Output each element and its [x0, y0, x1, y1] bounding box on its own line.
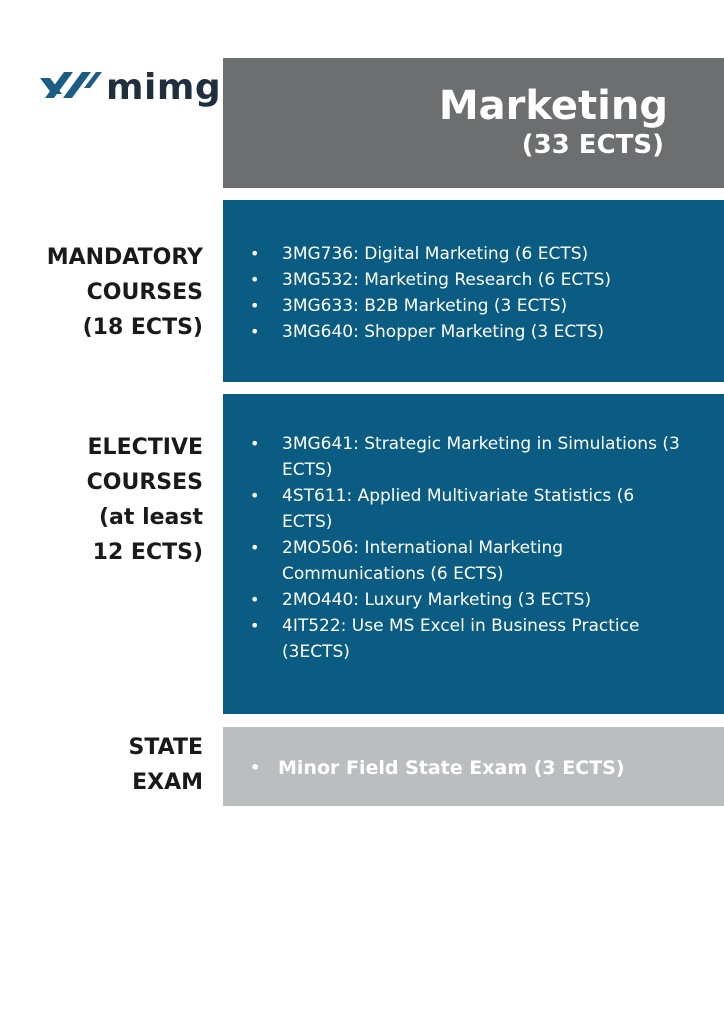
label-line: MANDATORY — [46, 245, 203, 270]
label-line: 12 ECTS) — [92, 540, 203, 565]
list-item: • 2MO440: Luxury Marketing (3 ECTS) — [223, 587, 724, 613]
label-line: EXAM — [132, 770, 203, 795]
mandatory-courses-box — [223, 200, 724, 382]
state-exam-box — [223, 727, 724, 806]
state-exam-list — [223, 727, 724, 782]
list-item: • 3MG633: B2B Marketing (3 ECTS) — [223, 293, 724, 319]
program-credits: (33 ECTS) — [521, 130, 664, 160]
list-item: • Minor Field State Exam (3 ECTS) — [223, 754, 724, 782]
mimg-logo — [40, 66, 222, 116]
state-exam-label — [0, 730, 203, 800]
elective-courses-label — [0, 430, 203, 570]
list-item: • 4ST611: Applied Multivariate Statistics (6 ECTS) — [223, 483, 724, 535]
list-item: • 3MG640: Shopper Marketing (3 ECTS) — [223, 319, 724, 345]
list-item: • 3MG736: Digital Marketing (6 ECTS) — [223, 241, 724, 267]
logo-slash-icon — [40, 72, 102, 100]
label-line: (at least — [99, 505, 203, 530]
list-item: • 3MG532: Marketing Research (6 ECTS) — [223, 267, 724, 293]
elective-courses-list — [223, 394, 724, 665]
label-line: COURSES — [86, 280, 203, 305]
logo-text: mimg — [106, 67, 222, 108]
list-item: • 2MO506: International Marketing Communications (6 ECTS) — [223, 535, 724, 587]
label-line: COURSES — [86, 470, 203, 495]
label-line: STATE — [128, 735, 203, 760]
mandatory-courses-label — [0, 240, 203, 345]
elective-courses-box — [223, 394, 724, 714]
program-title: Marketing — [438, 83, 668, 129]
mandatory-courses-list — [223, 200, 724, 345]
label-line: ELECTIVE — [87, 435, 203, 460]
label-line: (18 ECTS) — [82, 315, 203, 340]
list-item: • 3MG641: Strategic Marketing in Simulations (3 ECTS) — [223, 431, 724, 483]
program-header — [223, 58, 724, 188]
list-item: • 4IT522: Use MS Excel in Business Practice (3ECTS) — [223, 613, 724, 665]
